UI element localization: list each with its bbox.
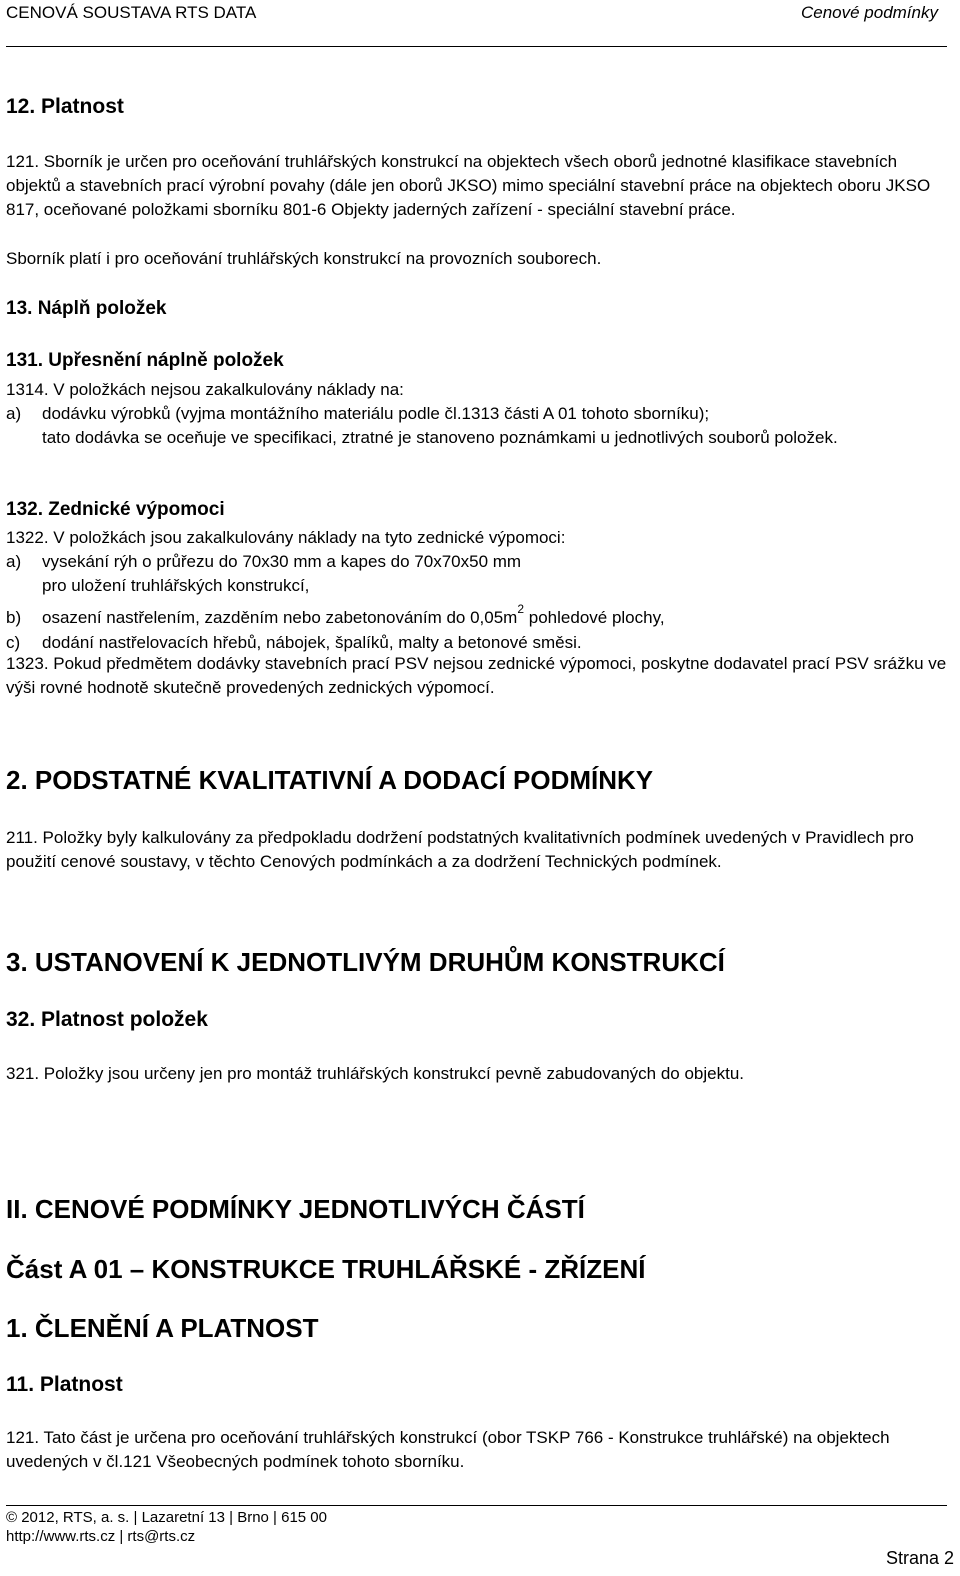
item-label: b) [6, 608, 22, 627]
heading-32: 32. Platnost položek [6, 1008, 208, 1031]
header-section: Cenové podmínky [800, 3, 938, 22]
list-1322 [6, 550, 950, 655]
heading-12: 12. Platnost [6, 95, 124, 118]
heading-part-II: II. CENOVÉ PODMÍNKY JEDNOTLIVÝCH ČÁSTÍ [6, 1194, 585, 1224]
paragraph-1323: 1323. Pokud předmětem dodávky stavebních prací PSV nejsou zednické výpomoci, poskytne dodavatel prací PSV srážku ve výši rovné hodnotě skutečně provedených zednických výpomocí. [6, 654, 947, 697]
item-continuation: pro uložení truhlářských konstrukcí, [42, 576, 310, 595]
heading-13: 13. Náplň položek [6, 298, 167, 319]
item-label: c) [6, 633, 21, 652]
paragraph-1314: 1314. V položkách nejsou zakalkulovány náklady na: [6, 380, 404, 399]
heading-132: 132. Zednické výpomoci [6, 499, 225, 520]
footer-divider [6, 1505, 947, 1506]
heading-3: 3. USTANOVENÍ K JEDNOTLIVÝM DRUHŮM KONSTRUKCÍ [6, 947, 725, 977]
item-text: dodání nastřelovacích hřebů, nábojek, špalíků, malty a betonové směsi. [42, 633, 582, 652]
heading-part-A01: Část A 01 – KONSTRUKCE TRUHLÁŘSKÉ - ZŘÍZENÍ [6, 1254, 646, 1284]
footer-contact: http://www.rts.cz | rts@rts.cz [6, 1528, 196, 1545]
item-label: a) [6, 552, 22, 571]
header-divider [6, 46, 947, 47]
item-text: osazení nastřelením, zazděním nebo zabetonováním do $0,05m^2$ pohledové plochy, [42, 602, 665, 627]
heading-11: 11. Platnost [6, 1373, 123, 1396]
list-item [6, 402, 950, 426]
item-text: vysekání rýh o průřezu do 70x30 mm a kapes do 70x70x50 mm [42, 552, 522, 571]
item-continuation: tato dodávka se oceňuje ve specifikaci, ztratné je stanoveno poznámkami u jednotlivých souborů položek. [42, 428, 838, 447]
list-1314 [6, 402, 950, 450]
item-text: dodávku výrobků (vyjma montážního materiálu podle čl.1313 části A 01 tohoto sborníku); [42, 404, 710, 423]
page-number: Strana 2 [885, 1548, 954, 1568]
paragraph-121: 121. Sborník je určen pro oceňování truhlářských konstrukcí na objektech všech oborů jednotné klasifikace stavebních objektů a stavebních prací výrobní povahy (dále jen oborů JKSO) mimo speciální stavební práce na objektech oboru JKSO 817, oceňované položkami sborníku 801-6 Objekty jaderných zařízení - speciální stavební práce. [6, 152, 931, 219]
superscript: 2 [517, 602, 525, 616]
item-label: a) [6, 404, 22, 423]
paragraph-121-b: Sborník platí i pro oceňování truhlářských konstrukcí na provozních souborech. [6, 249, 602, 268]
paragraph-211: 211. Položky byly kalkulovány za předpokladu dodržení podstatných kvalitativních podmínek uvedených v Pravidlech pro použití cenové soustavy, v těchto Cenových podmínkách a za dodržení Technických podmínek. [6, 828, 914, 871]
paragraph-1322: 1322. V položkách jsou zakalkulovány náklady na tyto zednické výpomoci: [6, 528, 566, 547]
heading-1: 1. ČLENĚNÍ A PLATNOST [6, 1313, 319, 1343]
heading-2: 2. PODSTATNÉ KVALITATIVNÍ A DODACÍ PODMÍNKY [6, 765, 654, 795]
list-item [6, 550, 950, 574]
header-title: CENOVÁ SOUSTAVA RTS DATA [6, 3, 257, 22]
heading-131: 131. Upřesnění náplně položek [6, 350, 284, 371]
footer-copyright: © 2012, RTS, a. s. | Lazaretní 13 | Brno | 615 00 [6, 1509, 327, 1526]
paragraph-121-partA: 121. Tato část je určena pro oceňování truhlářských konstrukcí (obor TSKP 766 - Konstrukce truhlářské) na objektech uvedených v čl.121 Všeobecných podmínek tohoto sborníku. [6, 1428, 890, 1471]
paragraph-321: 321. Položky jsou určeny jen pro montáž truhlářských konstrukcí pevně zabudovaných do objektu. [6, 1064, 745, 1083]
list-item [6, 602, 950, 631]
